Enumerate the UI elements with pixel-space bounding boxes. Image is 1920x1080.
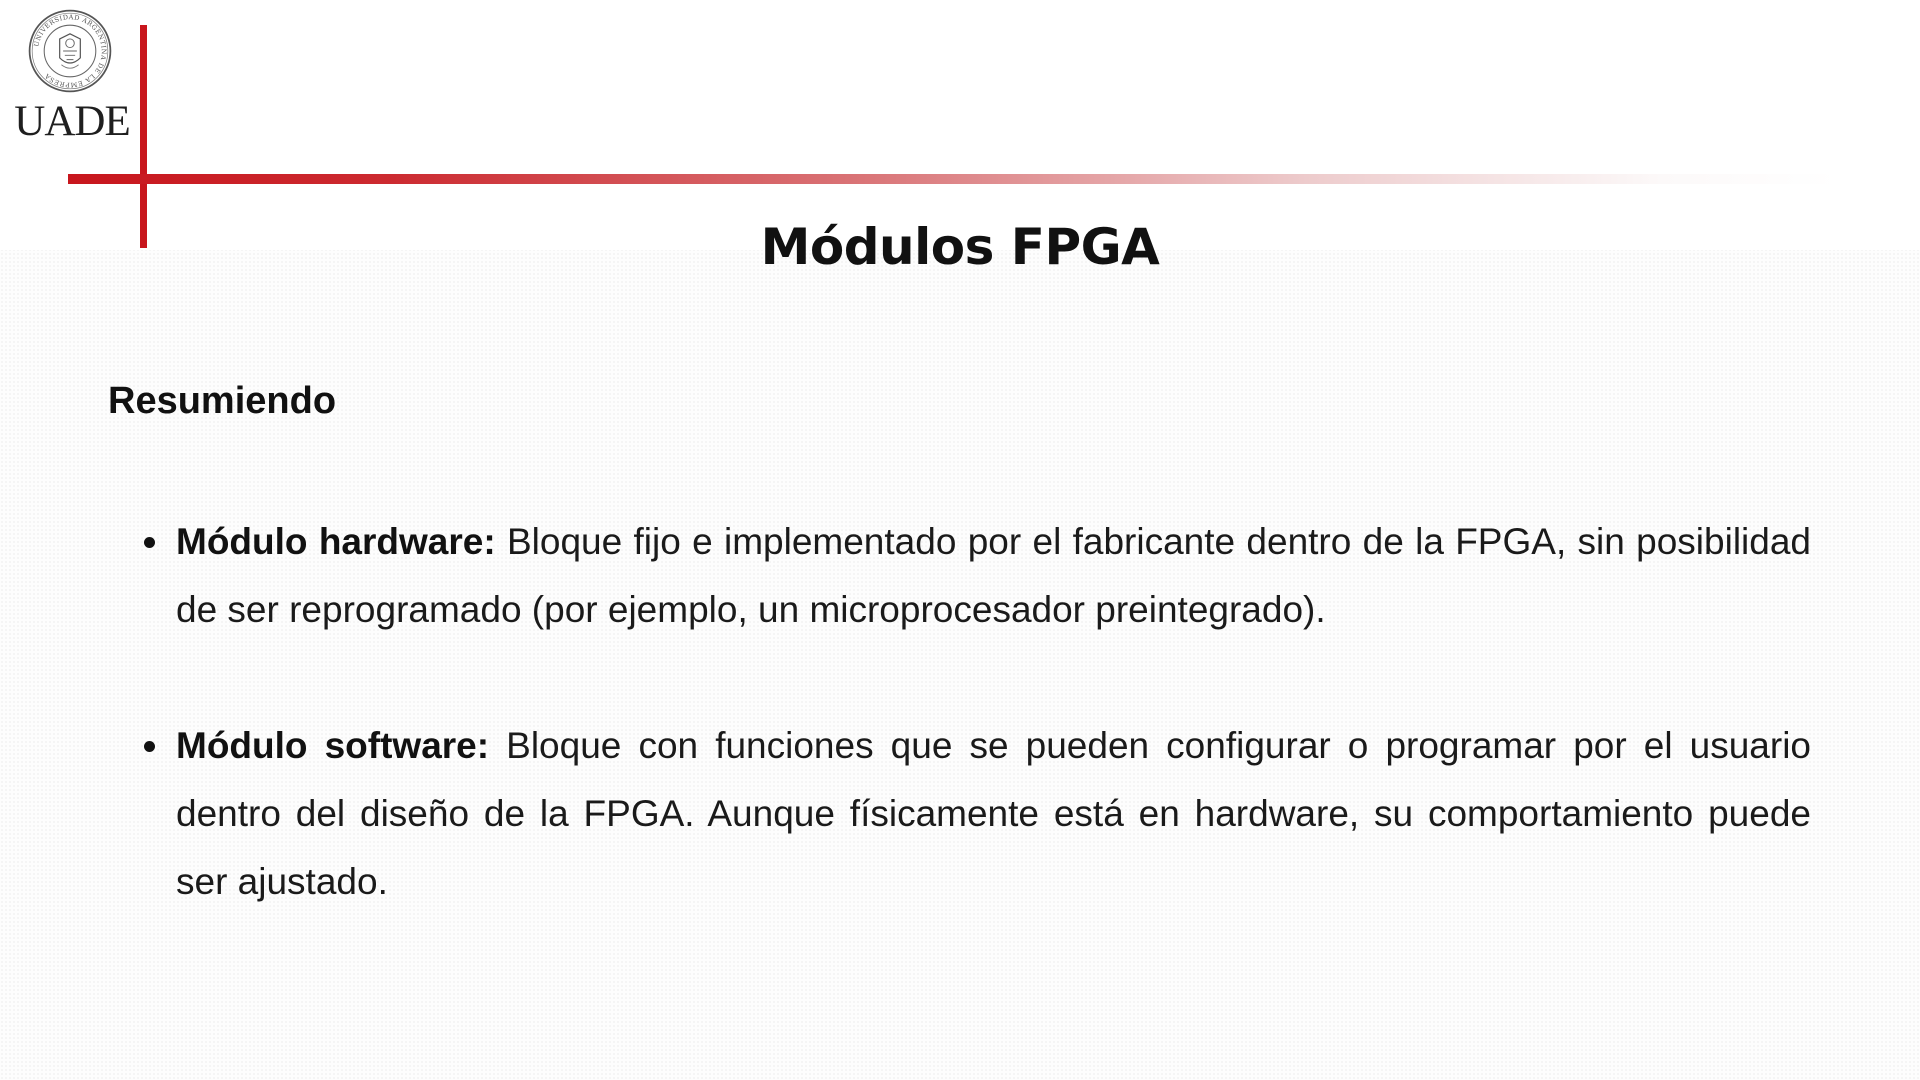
svg-text:UNIVERSIDAD ARGENTINA DE LA EM: UNIVERSIDAD ARGENTINA DE LA EMPRESA: [32, 13, 108, 89]
section-heading: Resumiendo: [108, 380, 337, 422]
slide-title: Módulos FPGA: [760, 218, 1160, 276]
uade-logo: [14, 8, 134, 148]
bullet-text: Bloque con funciones que se pueden configurar o programar por el usuario dentro del diseño de la FPGA. Aunque físicamente está en hardware, su comportamiento puede ser ajustado.: [176, 725, 1812, 902]
bullet-list: [176, 508, 1811, 984]
bullet-term: Módulo software:: [176, 725, 490, 766]
bullet-dot-icon: [144, 741, 155, 752]
horizontal-accent-line: [68, 174, 1838, 184]
bullet-dot-icon: [144, 537, 155, 548]
bullet-text: Bloque fijo e implementado por el fabricante dentro de la FPGA, sin posibilidad de ser reprogramado (por ejemplo, un microprocesador preintegrado).: [176, 521, 1811, 630]
logo-wordmark: UADE: [14, 98, 130, 145]
university-seal-icon: [27, 8, 113, 94]
vertical-accent-line: [140, 25, 147, 248]
header-band: [0, 0, 1920, 250]
bullet-item-hardware: [176, 508, 1811, 644]
bullet-term: Módulo hardware:: [176, 521, 496, 562]
bullet-item-software: [176, 712, 1811, 916]
